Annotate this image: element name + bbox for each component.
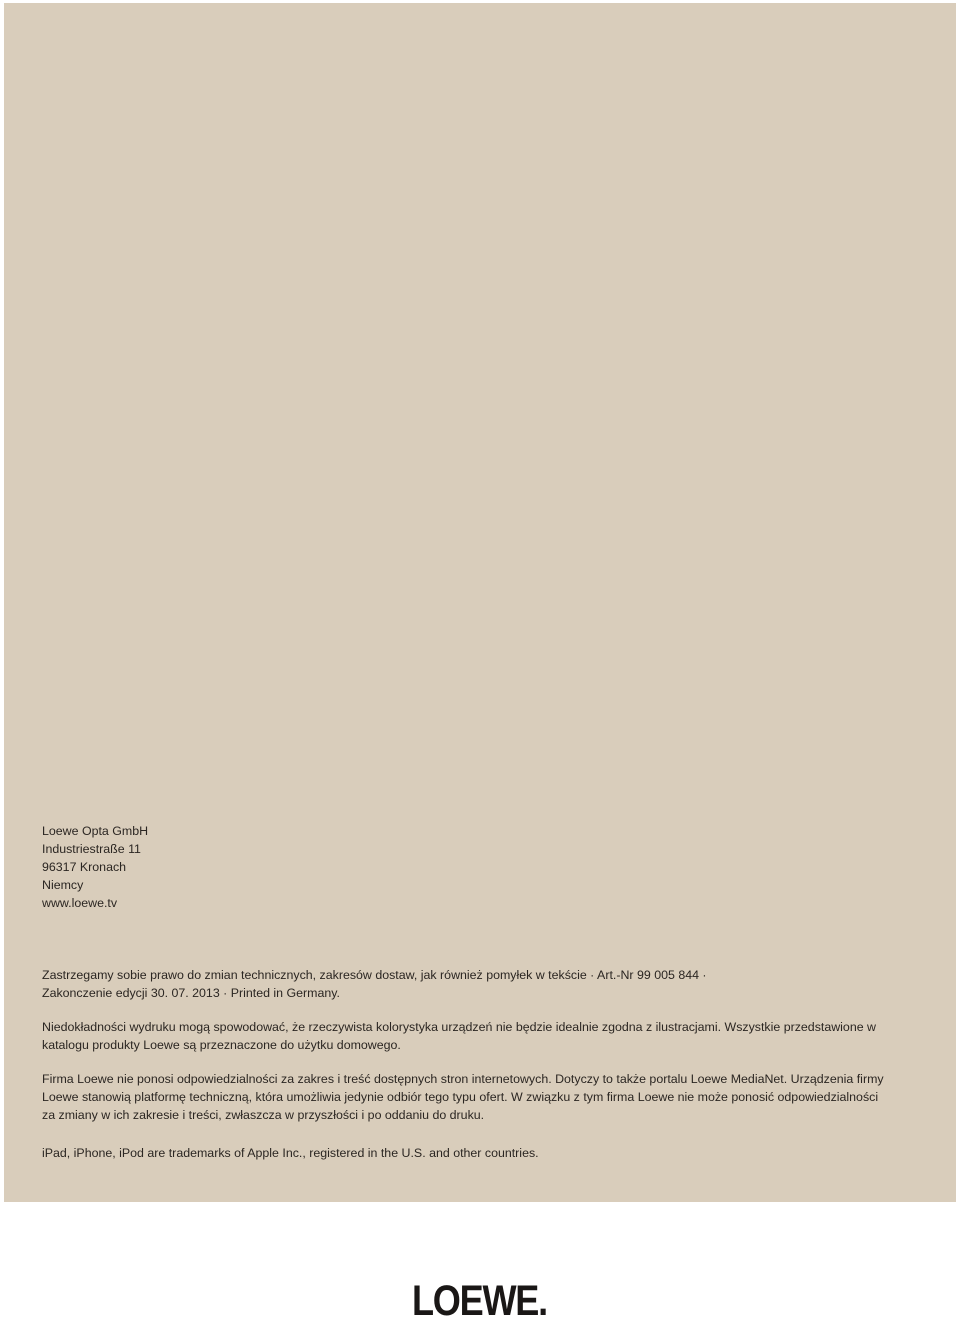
country: Niemcy <box>42 878 84 892</box>
legal-text-line: Niedokładności wydruku mogą spowodować, że rzeczywista kolorystyka urządzeń nie będzie idealnie zgodna z ilustracjami. Wszystkie przedstawione w <box>42 1020 876 1034</box>
legal-text-line: katalogu produkty Loewe są przeznaczone do użytku domowego. <box>42 1038 401 1052</box>
legal-text-line: za zmiany w ich zakresie i treści, zwłaszcza w przyszłości i po oddaniu do druku. <box>42 1108 485 1122</box>
company-address <box>42 822 902 912</box>
legal-paragraph-liability <box>42 1070 902 1124</box>
legal-text-line: Loewe stanowią platformę techniczną, która umożliwia jedynie odbiór tego typu ofert. W związku z tym firma Loewe nie może ponosić odpowiedzialności <box>42 1090 879 1104</box>
website-link[interactable]: www.loewe.tv <box>42 896 118 910</box>
postal-city: 96317 Kronach <box>42 860 127 874</box>
legal-text-line: Zastrzegamy sobie prawo do zmian technicznych, zakresów dostaw, jak również pomyłek w tekście · Art.-Nr 99 005 844 · <box>42 968 707 982</box>
legal-text-line: Zakonczenie edycji 30. 07. 2013 · Printed in Germany. <box>42 986 340 1000</box>
street-address: Industriestraße 11 <box>42 842 141 856</box>
legal-paragraph-print-colors <box>42 1018 902 1054</box>
trademark-notice: iPad, iPhone, iPod are trademarks of Apple Inc., registered in the U.S. and other countries. <box>42 1146 539 1160</box>
legal-notice <box>42 966 902 1140</box>
legal-text-line: Firma Loewe nie ponosi odpowiedzialności za zakres i treść dostępnych stron internetowych. Dotyczy to także portalu Loewe MediaNet. Urządzenia firmy <box>42 1072 884 1086</box>
company-name: Loewe Opta GmbH <box>42 824 149 838</box>
legal-paragraph-changes <box>42 966 902 1002</box>
loewe-logo: LOEWE. <box>412 1277 547 1325</box>
